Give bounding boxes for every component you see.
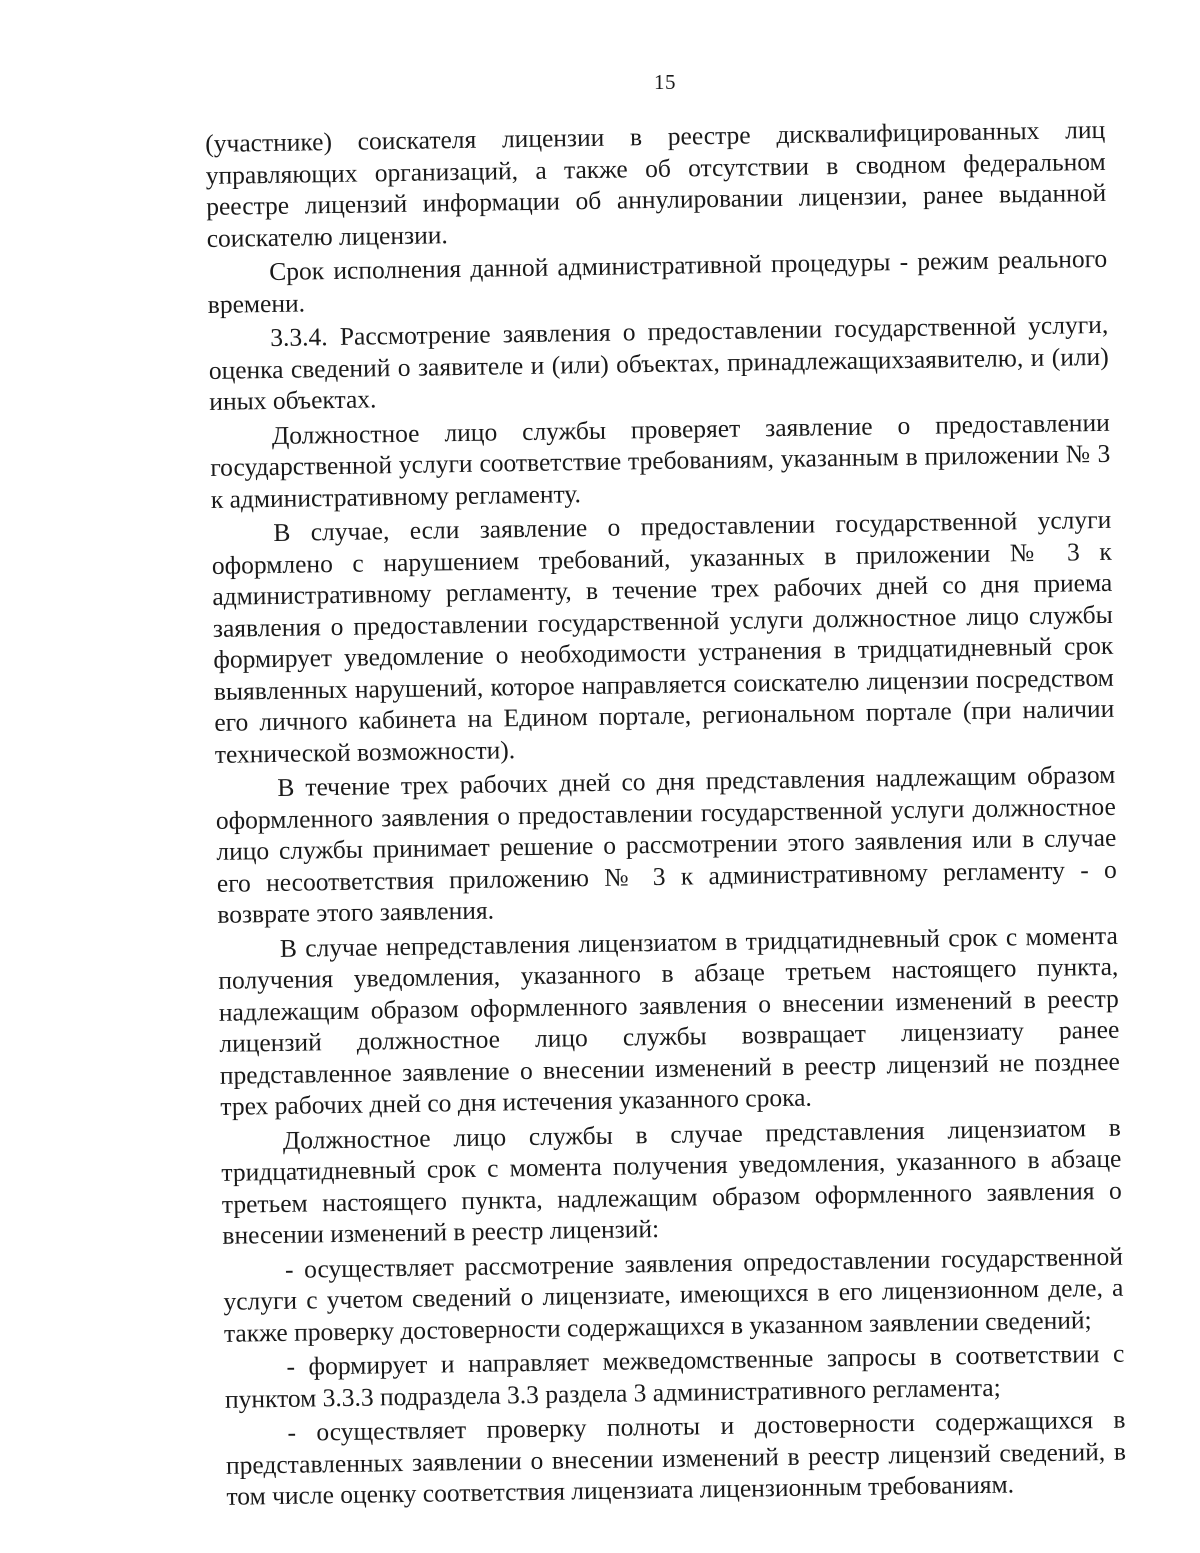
paragraph-decision-on-review: В течение трех рабочих дней со дня представления надлежащим образом оформленного заявления о предоставлении государственной услуги должностное лицо службы принимает решение о рассмотрении этого заявления или в случае его несоответствия приложению № 3 к административному регламенту - о возврате этого заявления. [215,759,1117,929]
paragraph-continuation: (участнике) соискателя лицензии в реестре дисквалифицированных лиц управляющих организаций, а также об отсутствии в сводном федеральном реестре лицензий информации об аннулировании лицензии, ранее выданной соискателю лицензии. [205,114,1107,253]
page-number: 15 [654,70,676,94]
list-item-completeness-check: - осуществляет проверку полноты и достоверности содержащихся в представленных заявлении о внесении изменений в реестр лицензий сведений, в том числе оценку соответствия лицензиата лицензионным требованиям. [225,1404,1127,1511]
list-item-review-application: - осуществляет рассмотрение заявления опредоставлении государственной услуги с учетом сведений о лицензиате, имеющихся в его лицензионном деле, а также проверку достоверности содержащихся в указанном заявлении сведений; [223,1241,1124,1348]
paragraph-procedure-deadline: Срок исполнения данной административной процедуры - режим реального времени. [207,243,1108,319]
paragraph-non-submission-return: В случае непредставления лицензиатом в тридцатидневный срок с момента получения уведомления, указанного в абзаце третьем настоящего пункта, надлежащим образом оформленного заявления о внесении изменений в реестр лицензий должностное лицо службы возвращает лицензиату ранее представленное заявление о внесении изменений в реестр лицензий не позднее трех рабочих дней со дня истечения указанного срока. [218,920,1120,1121]
document-body [205,114,1127,1512]
paragraph-official-checks-application: Должностное лицо службы проверяет заявление о предоставлении государственной услуги соответствие требованиям, указанным в приложении № 3 к административному регламенту. [210,407,1111,514]
paragraph-section-3-3-4-heading: 3.3.4. Рассмотрение заявления о предоставлении государственной услуги, оценка сведений о заявителе и (или) объектах, принадлежащихзаявителю, и (или) иных объектах. [208,309,1109,416]
paragraph-violations-notice: В случае, если заявление о предоставлении государственной услуги оформлено с нарушением требований, указанных в приложении № 3 к административному регламенту, в течение трех рабочих дней со дня приема заявления о предоставлении государственной услуги должностное лицо службы формирует уведомление о необходимости устранения в тридцатидневный срок выявленных нарушений, которое направляется соискателю лицензии посредством его личного кабинета на Едином портале, региональном портале (при наличии технической возможности). [211,504,1115,769]
paragraph-official-actions-intro: Должностное лицо службы в случае представления лицензиатом в тридцатидневный срок с момента получения уведомления, указанного в абзаце третьем настоящего пункта, надлежащим образом оформленного заявления о внесении изменений в реестр лицензий: [221,1112,1123,1250]
list-item-interagency-requests: - формирует и направляет межведомственные запросы в соответствии с пунктом 3.3.3 подраздела 3.3 раздела 3 административного регламента; [224,1338,1125,1414]
